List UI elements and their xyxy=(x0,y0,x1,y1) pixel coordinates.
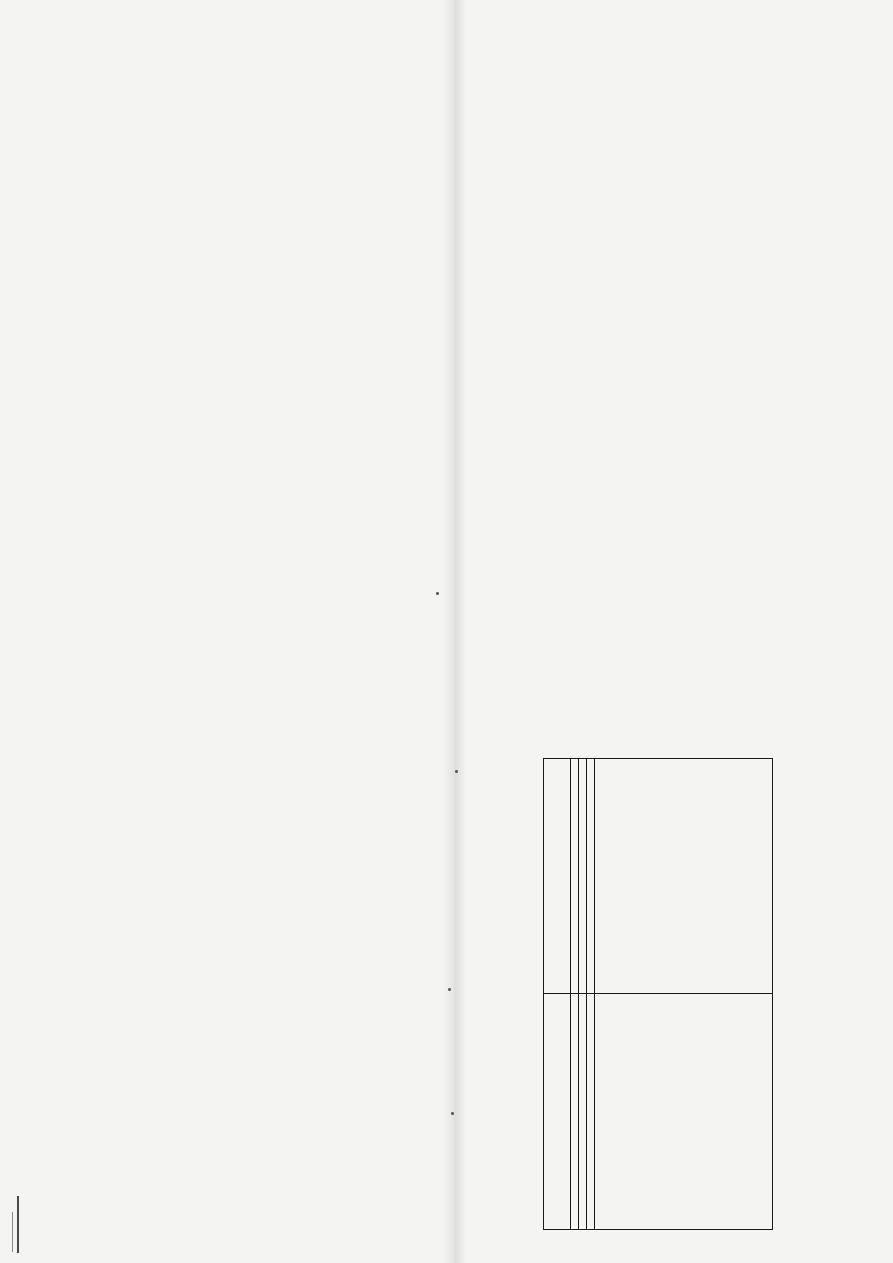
left-page-header xyxy=(12,30,52,1230)
left-page xyxy=(0,30,400,1230)
right-page-header xyxy=(467,30,507,1230)
scan-speck xyxy=(436,592,439,595)
table-cell xyxy=(594,995,602,1230)
scan-speck xyxy=(448,988,451,991)
table-cell xyxy=(578,759,586,994)
left-page-body xyxy=(78,80,100,1230)
right-page xyxy=(455,30,855,1230)
table-cell xyxy=(578,995,586,1230)
scan-speck xyxy=(451,1112,454,1115)
column-header xyxy=(544,759,571,994)
column-header xyxy=(544,995,571,1230)
table-functional-structural xyxy=(543,758,773,1230)
table-cell xyxy=(586,995,594,1230)
table-column-functional xyxy=(544,995,772,1230)
table-cell xyxy=(594,759,602,994)
table-column-structural xyxy=(544,759,772,995)
table-cell xyxy=(571,995,578,1230)
table-cell xyxy=(586,759,594,994)
table-cell xyxy=(571,759,578,994)
